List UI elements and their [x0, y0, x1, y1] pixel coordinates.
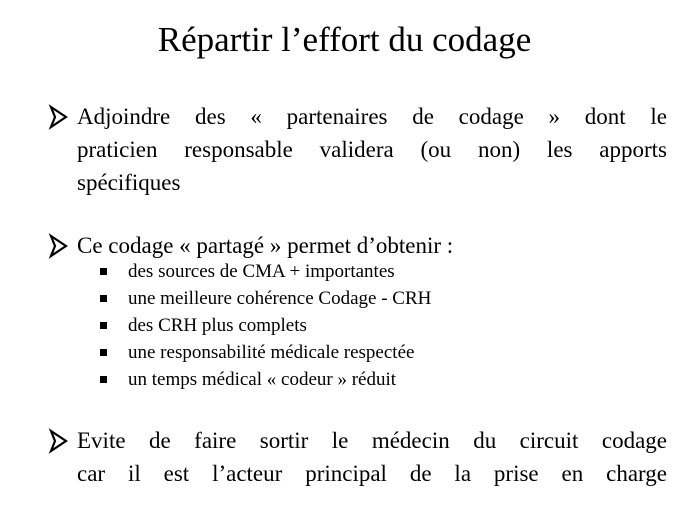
- bullet-3-line-2: car il est l’acteur principal de la prise en charge: [77, 461, 667, 486]
- bullet-1-line-3: spécifiques: [77, 170, 181, 195]
- sub-item-4: une responsabilité médicale respectée: [128, 342, 415, 363]
- square-bullet-icon: [100, 268, 107, 275]
- bullet-1-text: [77, 100, 667, 199]
- square-bullet-icon: [100, 322, 107, 329]
- sub-item-3: des CRH plus complets: [128, 315, 307, 336]
- square-bullet-icon: [100, 349, 107, 356]
- bullet-1-line-2: praticien responsable validera (ou non) les apports: [77, 137, 667, 162]
- slide-title: Répartir l’effort du codage: [157, 20, 532, 59]
- square-bullet-icon: [100, 376, 107, 383]
- bullet-1-line-1: Adjoindre des « partenaires de codage » dont le: [77, 104, 667, 129]
- bullet-3-text: [77, 424, 667, 490]
- arrow-bullet-icon: [48, 233, 70, 259]
- arrow-bullet-icon: [48, 104, 70, 130]
- square-bullet-icon: [100, 295, 107, 302]
- sub-item-1: des sources de CMA + importantes: [128, 261, 395, 282]
- bullet-3-line-1: Evite de faire sortir le médecin du circuit codage: [77, 428, 667, 453]
- bullet-2-text: [77, 229, 527, 262]
- bullet-2-line-1: Ce codage « partagé » permet d’obtenir :: [77, 233, 454, 258]
- sub-item-5: un temps médical « codeur » réduit: [128, 369, 397, 390]
- arrow-bullet-icon: [48, 428, 70, 454]
- sub-item-2: une meilleure cohérence Codage - CRH: [128, 288, 432, 309]
